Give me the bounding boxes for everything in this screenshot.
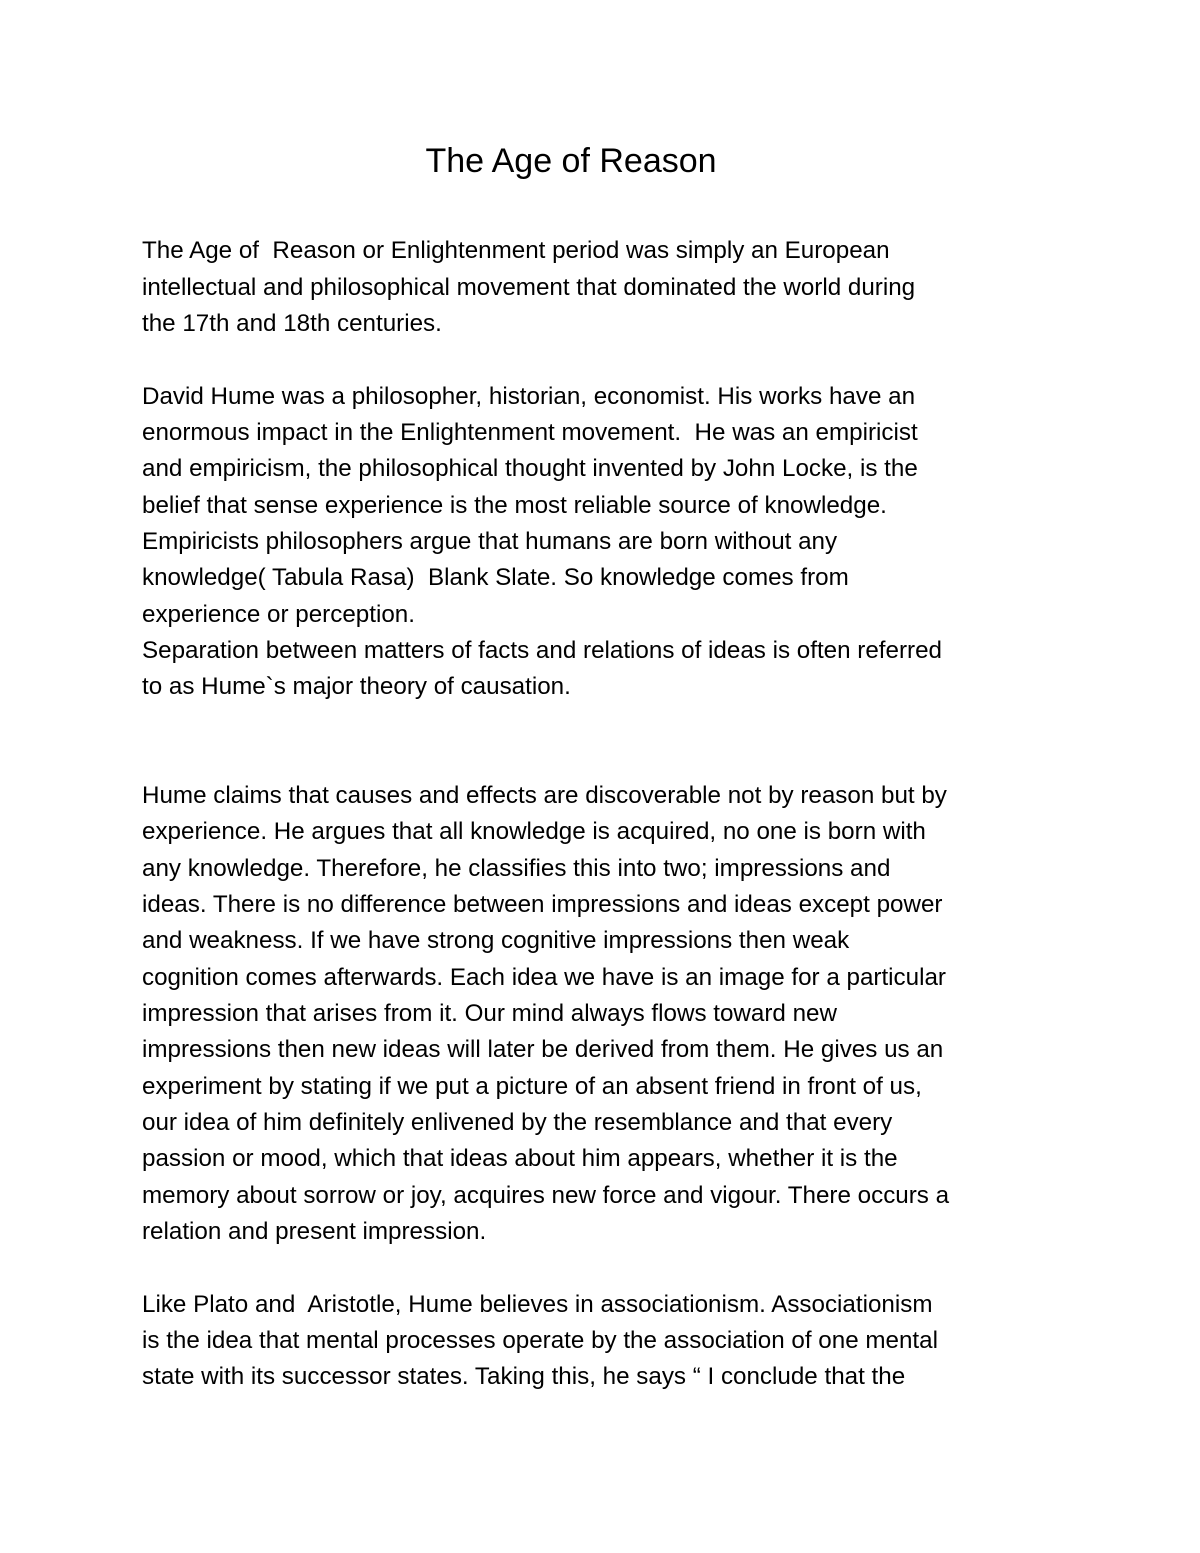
text-line: David Hume was a philosopher, historian, economist. His works have an bbox=[142, 383, 916, 410]
text-line: any knowledge. Therefore, he classifies this into two; impressions and bbox=[142, 855, 891, 882]
text-line: enormous impact in the Enlightenment movement. He was an empiricist bbox=[142, 419, 918, 446]
text-line: the 17th and 18th centuries. bbox=[142, 310, 442, 337]
text-line: memory about sorrow or joy, acquires new force and vigour. There occurs a bbox=[142, 1182, 950, 1209]
text-line: experience. He argues that all knowledge is acquired, no one is born with bbox=[142, 818, 926, 845]
text-line: is the idea that mental processes operate by the association of one mental bbox=[142, 1327, 938, 1354]
document-title: The Age of Reason bbox=[425, 142, 717, 180]
text-line: and weakness. If we have strong cognitive impressions then weak bbox=[142, 927, 850, 954]
text-line: passion or mood, which that ideas about him appears, whether it is the bbox=[142, 1145, 898, 1172]
text-line: Empiricists philosophers argue that humans are born without any bbox=[142, 528, 838, 555]
text-line: Separation between matters of facts and relations of ideas is often referred bbox=[142, 637, 942, 664]
text-line: to as Hume`s major theory of causation. bbox=[142, 673, 571, 700]
text-line: Like Plato and Aristotle, Hume believes in associationism. Associationism bbox=[142, 1291, 933, 1318]
text-line: The Age of Reason or Enlightenment period was simply an European bbox=[142, 237, 890, 264]
text-line: experience or perception. bbox=[142, 601, 415, 628]
text-line: experiment by stating if we put a picture of an absent friend in front of us, bbox=[142, 1073, 922, 1100]
text-line: ideas. There is no difference between impressions and ideas except power bbox=[142, 891, 943, 918]
text-line: knowledge( Tabula Rasa) Blank Slate. So knowledge comes from bbox=[142, 564, 849, 591]
text-line: our idea of him definitely enlivened by the resemblance and that every bbox=[142, 1109, 893, 1136]
text-line: state with its successor states. Taking this, he says “ I conclude that the bbox=[142, 1363, 906, 1390]
text-line: impression that arises from it. Our mind always flows toward new bbox=[142, 1000, 837, 1027]
text-line: impressions then new ideas will later be derived from them. He gives us an bbox=[142, 1036, 944, 1063]
text-line: intellectual and philosophical movement that dominated the world during bbox=[142, 274, 916, 301]
text-line: Hume claims that causes and effects are discoverable not by reason but by bbox=[142, 782, 947, 809]
text-line: relation and present impression. bbox=[142, 1218, 487, 1245]
text-line: cognition comes afterwards. Each idea we have is an image for a particular bbox=[142, 964, 946, 991]
text-line: and empiricism, the philosophical thought invented by John Locke, is the bbox=[142, 455, 918, 482]
text-line: belief that sense experience is the most reliable source of knowledge. bbox=[142, 492, 887, 519]
